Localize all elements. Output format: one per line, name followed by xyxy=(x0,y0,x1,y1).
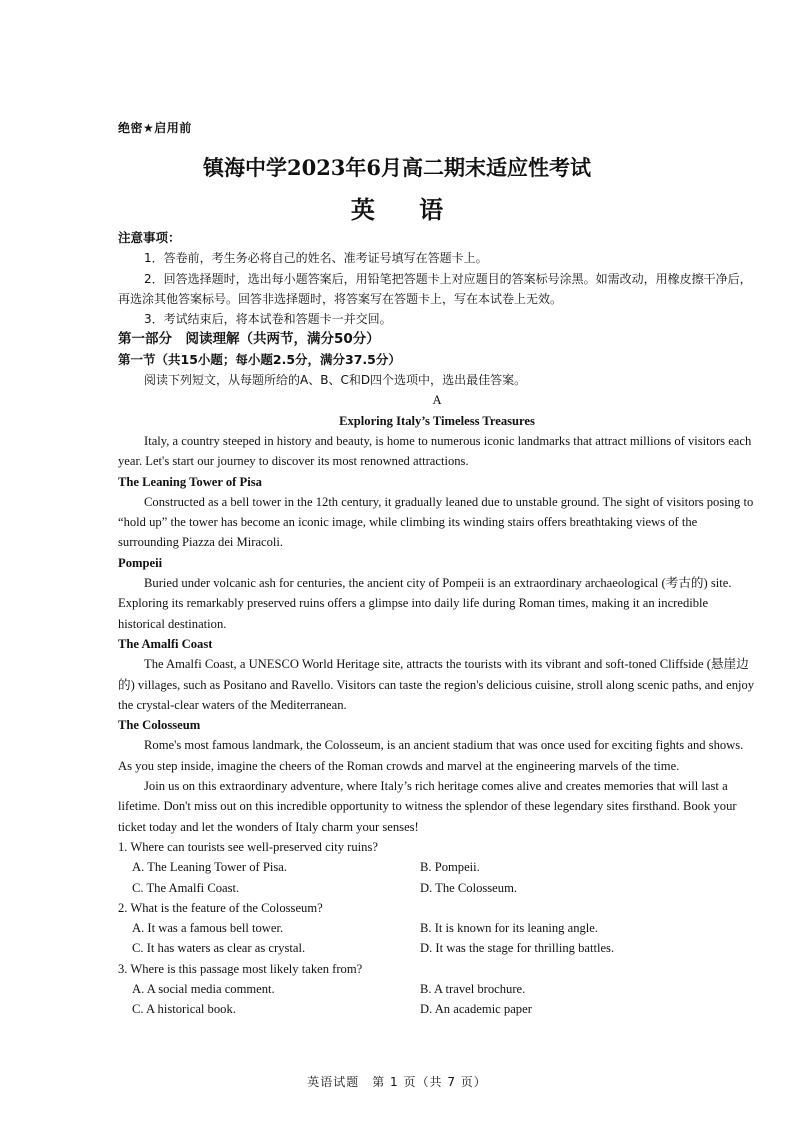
option-b: B. It is known for its leaning angle. xyxy=(420,921,599,936)
part1-heading: 第一部分 阅读理解（共两节，满分50分） xyxy=(118,331,380,348)
section-text-pisa: Constructed as a bell tower in the 12th century, it gradually leaned due to unstable ground. The sight of visitors posing to “hold up” the tower has become an iconic image, while climbing its winding stairs offers breathtaking views of the surrounding Piazza dei Miracoli. xyxy=(118,494,754,550)
section-heading-pompeii: Pompeii xyxy=(118,555,163,570)
option-c: C. It has waters as clear as crystal. xyxy=(132,941,306,956)
option-d: D. The Colosseum. xyxy=(420,880,518,895)
option-c: C. The Amalfi Coast. xyxy=(132,880,240,895)
section-heading-pisa: The Leaning Tower of Pisa xyxy=(118,474,262,489)
section1-heading: 第一节（共15小题；每小题2.5分，满分37.5分） xyxy=(118,351,401,367)
note-item-1: 1．答卷前，考生务必将自己的姓名、准考证号填写在答题卡上。 xyxy=(144,251,488,266)
subject-title: 英 语 xyxy=(350,196,462,224)
option-a: A. The Leaning Tower of Pisa. xyxy=(132,860,287,875)
note-item-3: 3．考试结束后，将本试卷和答题卡一并交回。 xyxy=(144,312,392,327)
question-3 xyxy=(118,959,756,1020)
section-text-pompeii: Buried under volcanic ash for centuries, the ancient city of Pompeii is an extraordinary archaeological (考古的) site. Exploring its remarkably preserved ruins offers a glimpse into daily life during Roman times, making it an incredible historical destination. xyxy=(118,576,732,631)
question-stem: 2. What is the feature of the Colosseum? xyxy=(118,900,323,915)
option-d: D. An academic paper xyxy=(420,1002,532,1017)
section-text-amalfi: The Amalfi Coast, a UNESCO World Heritage site, attracts the tourists with its vibrant and soft-toned Cliffside (悬崖边的) villages, such as Positano and Ravello. Visitors can taste the region's delicious cuisine, stroll along scenic paths, and enjoy the crystal-clear waters of the Mediterranean. xyxy=(118,657,755,712)
confidential-label: 绝密★启用前 xyxy=(118,121,192,135)
reading-instruction: 阅读下列短文，从每题所给的A、B、C和D四个选项中，选出最佳答案。 xyxy=(144,373,527,388)
option-b: B. A travel brochure. xyxy=(420,981,526,996)
section-heading-colosseum: The Colosseum xyxy=(118,718,201,733)
passage-closing: Join us on this extraordinary adventure, where Italy’s rich heritage comes alive and creates memories that will last a lifetime. Don't miss out on this incredible opportunity to witness the splendor of these legendary sites firsthand. Book your ticket today and let the wonders of Italy charm your senses! xyxy=(118,779,737,834)
question-1 xyxy=(118,837,756,898)
notes-heading: 注意事项： xyxy=(118,230,181,245)
option-c: C. A historical book. xyxy=(132,1002,236,1017)
passage-intro: Italy, a country steeped in history and beauty, is home to numerous iconic landmarks that attract millions of visitors each year. Let's start our journey to discover its most renowned attractions. xyxy=(118,433,752,469)
exam-body xyxy=(118,228,756,1020)
passage-title: Exploring Italy’s Timeless Treasures xyxy=(339,413,535,428)
question-2 xyxy=(118,898,756,959)
option-b: B. Pompeii. xyxy=(420,860,480,875)
option-d: D. It was the stage for thrilling battles. xyxy=(420,941,615,956)
note-item-2: 2．回答选择题时，选出每小题答案后，用铅笔把答题卡上对应题目的答案标号涂黑。如需改动，用橡皮擦干净后，再选涂其他答案标号。回答非选择题时，将答案写在答题卡上，写在本试卷上无效。 xyxy=(118,271,752,306)
page-footer: 英语试题 第 1 页（共 7 页） xyxy=(307,1075,487,1089)
question-stem: 3. Where is this passage most likely taken from? xyxy=(118,961,363,976)
section-heading-amalfi: The Amalfi Coast xyxy=(118,636,213,651)
question-stem: 1. Where can tourists see well-preserved city ruins? xyxy=(118,839,378,854)
exam-title: 镇海中学2023年6月高二期末适应性考试 xyxy=(202,155,592,180)
option-a: A. It was a famous bell tower. xyxy=(132,921,284,936)
section-text-colosseum: Rome's most famous landmark, the Colosseum, is an ancient stadium that was once used for exciting fights and shows. As you step inside, imagine the cheers of the Roman crowds and marvel at the engineering marvels of the time. xyxy=(118,738,744,773)
passage-label: A xyxy=(432,393,442,408)
option-a: A. A social media comment. xyxy=(132,981,275,996)
